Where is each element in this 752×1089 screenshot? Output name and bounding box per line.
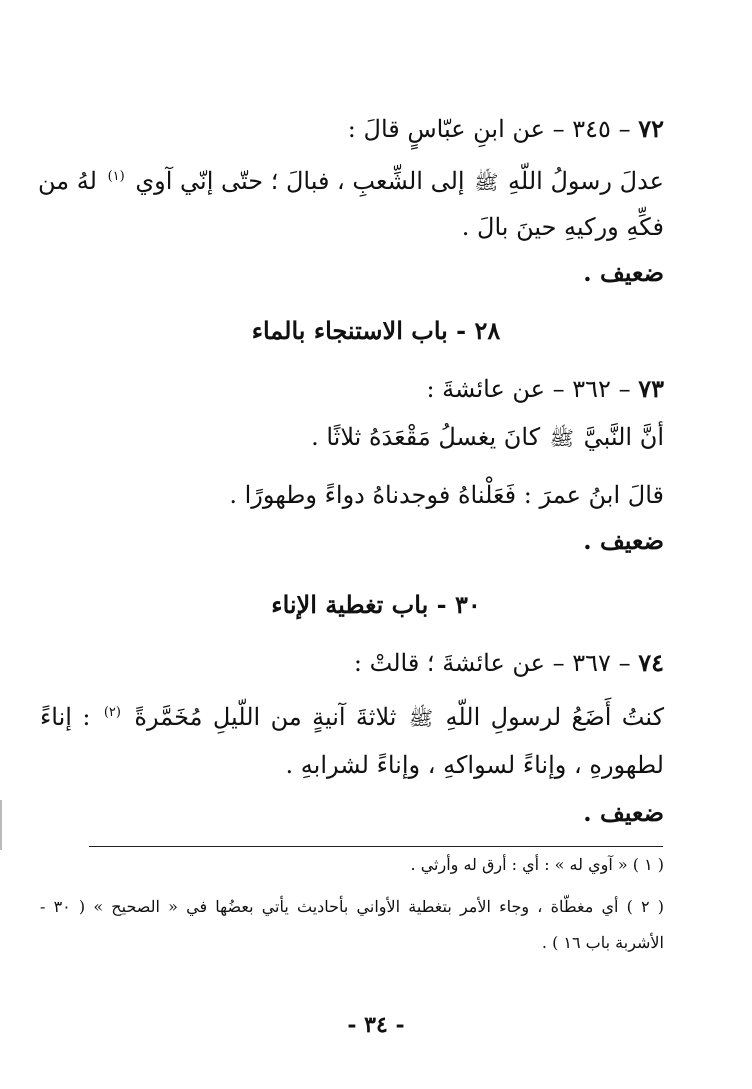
page-number: - ٣٤ - xyxy=(347,1012,405,1038)
page-edge-mark xyxy=(0,800,2,850)
text-segment: ثلاثةَ آنيةٍ من اللّيلِ مُخَمَّرةً xyxy=(134,703,397,731)
salawat-symbol: ﷺ xyxy=(549,426,574,450)
hadith-73-line-1 xyxy=(40,420,664,455)
text-segment: أنَّ النَّبيَّ xyxy=(583,423,664,451)
footnote-divider xyxy=(89,846,663,847)
hadith-73-line-2: قالَ ابنُ عمرَ : فَعَلْناهُ فوجدناهُ دواءً وطهورًا . xyxy=(229,481,664,509)
hadith-narrator: عن ابنِ عبّاسٍ قالَ : xyxy=(347,115,545,143)
hadith-72-grade: ضعيف . xyxy=(583,258,664,287)
hadith-ref: – ٣٦٢ – xyxy=(545,375,631,403)
text-segment: : إناءً xyxy=(40,703,91,731)
hadith-74-header xyxy=(40,646,664,680)
hadith-72-line-1 xyxy=(37,160,664,199)
chapter-title: - باب الاستنجاء بالماء xyxy=(251,316,475,345)
hadith-number: ٧٤ xyxy=(638,648,664,677)
hadith-ref: – ٣٤٥ – xyxy=(545,115,631,143)
hadith-number: ٧٢ xyxy=(638,114,664,143)
hadith-72-header xyxy=(40,112,664,146)
salawat-symbol: ﷺ xyxy=(408,706,434,730)
chapter-title: - باب تغطية الإناء xyxy=(271,590,455,619)
chapter-heading-28 xyxy=(0,314,752,348)
hadith-74-line-1 xyxy=(40,696,664,735)
hadith-74-grade: ضعيف . xyxy=(583,798,664,827)
footnote-ref[interactable]: (١) xyxy=(107,169,125,184)
hadith-ref: – ٣٦٧ – xyxy=(545,649,631,677)
hadith-narrator: عن عائشةَ : xyxy=(426,375,545,403)
hadith-73-grade: ضعيف . xyxy=(583,526,664,555)
text-segment: عدلَ رسولُ اللّهِ xyxy=(508,167,664,195)
salawat-symbol: ﷺ xyxy=(474,170,499,194)
text-segment: كانَ يغسلُ مَقْعَدَهُ ثلاثًا . xyxy=(311,423,541,451)
chapter-number: ٢٨ xyxy=(474,316,501,345)
chapter-number: ٣٠ xyxy=(454,590,481,619)
text-segment: إلى الشِّعبِ ، فبالَ ؛ حتّى إنّي آوي xyxy=(135,167,465,195)
hadith-number: ٧٣ xyxy=(638,374,664,403)
footnote-2: ( ٢ ) أي مغطّاة ، وجاء الأمر بتغطية الأواني بأحاديث يأتي بعضُها في « الصحيح » ( ٣٠ - xyxy=(40,897,665,916)
footnote-1: ( ١ ) « آوي له » : أي : أرق له وأرثي . xyxy=(410,855,664,874)
text-segment: كنتُ أَضَعُ لرسولِ اللّهِ xyxy=(445,703,664,731)
hadith-72-line-2: فكِّهِ وركيهِ حينَ بالَ . xyxy=(461,213,664,241)
chapter-heading-30 xyxy=(0,588,752,622)
text-segment: لهُ من xyxy=(37,167,97,195)
footnote-ref[interactable]: (٢) xyxy=(103,705,121,720)
footnote-2-cont: الأشربة باب ١٦ ) . xyxy=(541,933,664,952)
hadith-74-line-2: لطهورهِ ، وإناءً لسواكهِ ، وإناءً لشرابهِ . xyxy=(285,751,664,779)
hadith-73-header xyxy=(40,372,664,406)
hadith-narrator: عن عائشةَ ؛ قالتْ : xyxy=(353,649,545,677)
